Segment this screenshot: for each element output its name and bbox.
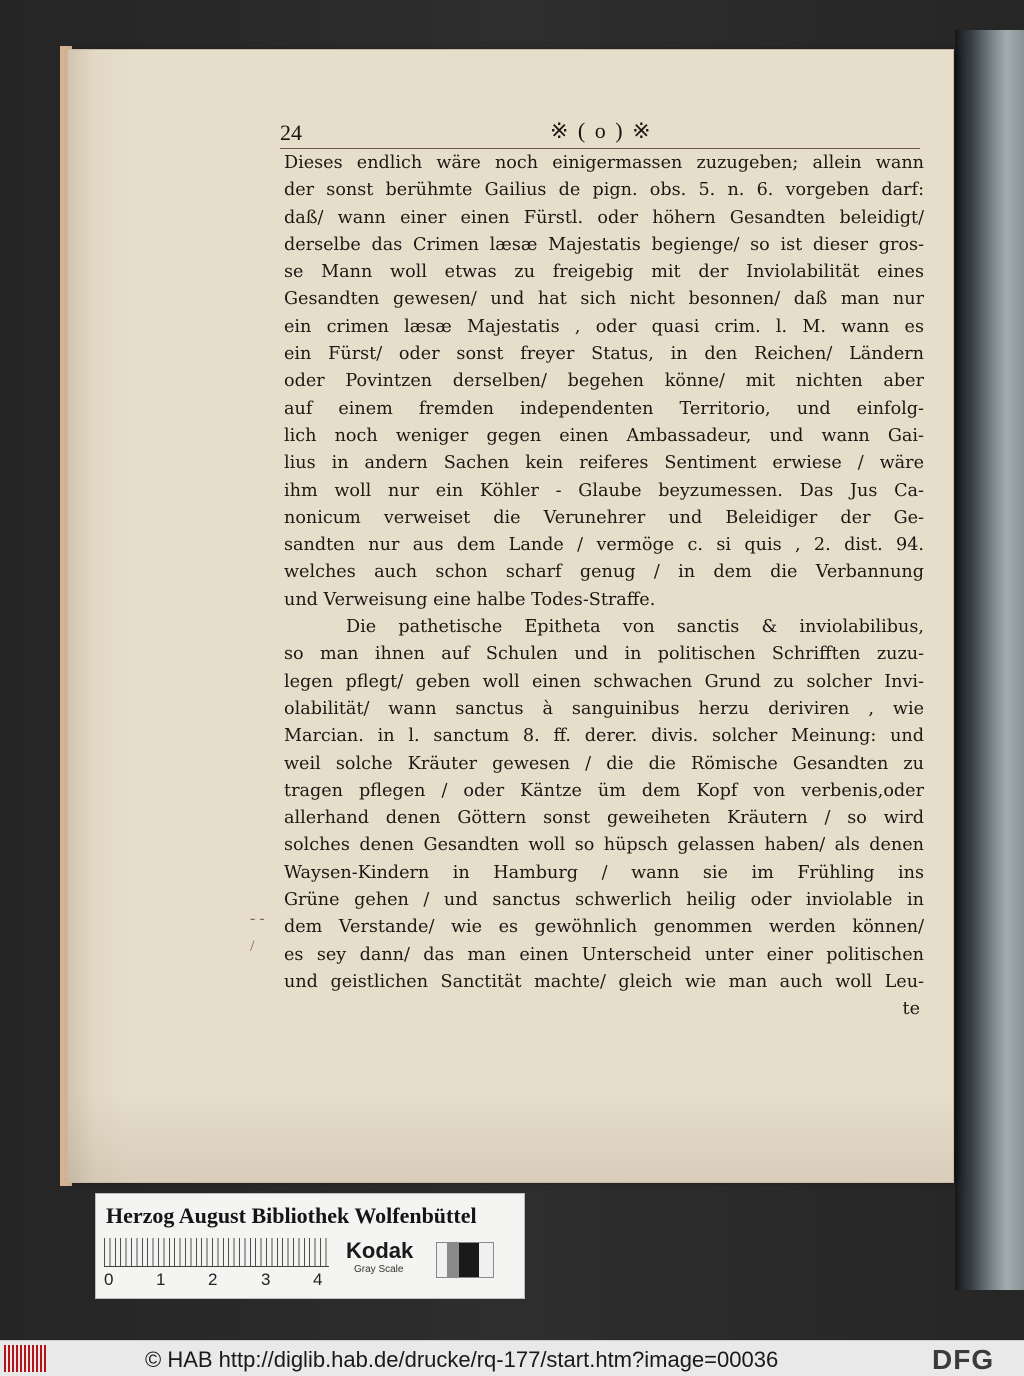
text-line: und geistlichen Sanctität machte/ gleich wie man auch woll Leu-: [284, 971, 924, 992]
margin-marks: [250, 905, 265, 961]
running-head-ornament: ※ ( o ) ※: [550, 118, 653, 143]
gray-patch: [437, 1243, 447, 1277]
text-line: und Verweisung eine halbe Todes-Straffe.: [284, 589, 656, 610]
dfg-logo[interactable]: DFG: [932, 1344, 995, 1375]
text-line: lius in andern Sachen kein reiferes Sentiment erwiese / wäre: [284, 453, 924, 474]
text-line: daß/ wann einer einen Fürstl. oder höhern Gesandten beleidigt/: [284, 207, 924, 228]
text-line: lich noch weniger gegen einen Ambassadeur, und wann Gai-: [284, 425, 924, 446]
gray-scale-label: Gray Scale: [354, 1264, 404, 1275]
catchword: te: [902, 999, 920, 1020]
text-line: ein crimen læsæ Majestatis , oder quasi crim. l. M. wann es: [284, 316, 924, 337]
ruler-scale: [104, 1238, 329, 1267]
text-line: tragen pflegen / oder Käntze üm dem Kopf von verbenis,oder: [284, 780, 924, 801]
page-header: [280, 118, 920, 148]
text-line: dem Verstande/ wie es gewöhnlich genommen werden können/: [284, 917, 924, 938]
text-line: Gesandten gewesen/ und hat sich nicht besonnen/ daß man nur: [284, 289, 924, 310]
text-line: Dieses endlich wäre noch einigermassen zuzugeben; allein wann: [284, 153, 924, 173]
text-line: so man ihnen auf Schulen und in politischen Schrifften zuzu-: [284, 644, 924, 665]
color-target-card: [95, 1193, 525, 1299]
gray-patch: [479, 1243, 493, 1277]
gray-patch: [459, 1243, 479, 1277]
text-line: oder Povintzen derselben/ begehen könne/ mit nichten aber: [284, 371, 924, 392]
page-number: 24: [280, 120, 302, 145]
ruler-number: 2: [208, 1270, 218, 1289]
text-line: ein Fürst/ oder sonst freyer Status, in den Reichen/ Ländern: [284, 344, 924, 365]
text-line: nonicum verweiset die Verunehrer und Beleidiger der Ge-: [284, 507, 924, 528]
text-line: der sonst berühmte Gailius de pign. obs. 5. n. 6. vorgeben darf:: [284, 180, 924, 201]
text-line: solches denen Gesandten woll so hüpsch gelassen haben/ als denen: [284, 835, 924, 856]
text-line: auf einem fremden independenten Territorio, und einfolg-: [284, 398, 924, 419]
text-line: weil solche Kräuter gewesen / die die Römische Gesandten zu: [284, 753, 924, 774]
margin-mark: - -: [250, 910, 265, 927]
text-line: Die pathetische Epitheta von sanctis & inviolabilibus,: [346, 617, 924, 638]
gray-patch: [447, 1243, 459, 1277]
text-line: es sey dann/ das man einen Unterscheid unter einer politischen: [284, 944, 924, 965]
margin-mark: /: [250, 938, 255, 955]
hab-logo-icon[interactable]: [4, 1345, 48, 1372]
page-text: [284, 150, 924, 1024]
ruler-number: 0: [104, 1270, 114, 1289]
text-line: derselbe das Crimen læsæ Majestatis begienge/ so ist dieser gros-: [284, 234, 924, 255]
text-line: sandten nur aus dem Lande / vermöge c. si quis , 2. dist. 94.: [284, 535, 924, 556]
text-line: allerhand denen Göttern sonst geweiheten Kräutern / so wird: [284, 808, 924, 829]
kodak-logo: Kodak: [346, 1238, 414, 1263]
text-line: legen pflegt/ geben woll einen schwachen Grund zu solcher Invi-: [284, 671, 924, 692]
text-line: welches auch schon scharf genug / in dem die Verbannung: [284, 562, 924, 583]
text-line: Waysen-Kindern in Hamburg / wann sie im Frühling ins: [284, 862, 924, 883]
text-line: se Mann woll etwas zu freigebig mit der Inviolabilität eines: [284, 262, 924, 283]
ruler-number: 3: [261, 1270, 271, 1289]
text-line: Marcian. in l. sanctum 8. ff. derer. divis. solcher Meinung: und: [284, 726, 924, 747]
text-line: ihm woll nur ein Köhler - Glaube beyzumessen. Das Jus Ca-: [284, 480, 924, 501]
ruler-number: 1: [156, 1270, 166, 1289]
library-name: Herzog August Bibliothek Wolfenbüttel: [106, 1203, 477, 1228]
text-line: olabilität/ wann sanctus à sanguinibus herzu deriviren , wie: [284, 698, 924, 719]
ruler-number: 4: [313, 1270, 323, 1289]
text-line: Grüne gehen / und sanctus schwerlich heilig oder inviolable in: [284, 890, 924, 911]
book-binding: [955, 30, 1024, 1290]
gray-patches: [436, 1242, 494, 1278]
citation-link[interactable]: © HAB http://diglib.hab.de/drucke/rq-177/start.htm?image=00036: [145, 1347, 779, 1372]
header-rule: [280, 148, 920, 149]
footer-bar: [0, 1340, 1024, 1376]
